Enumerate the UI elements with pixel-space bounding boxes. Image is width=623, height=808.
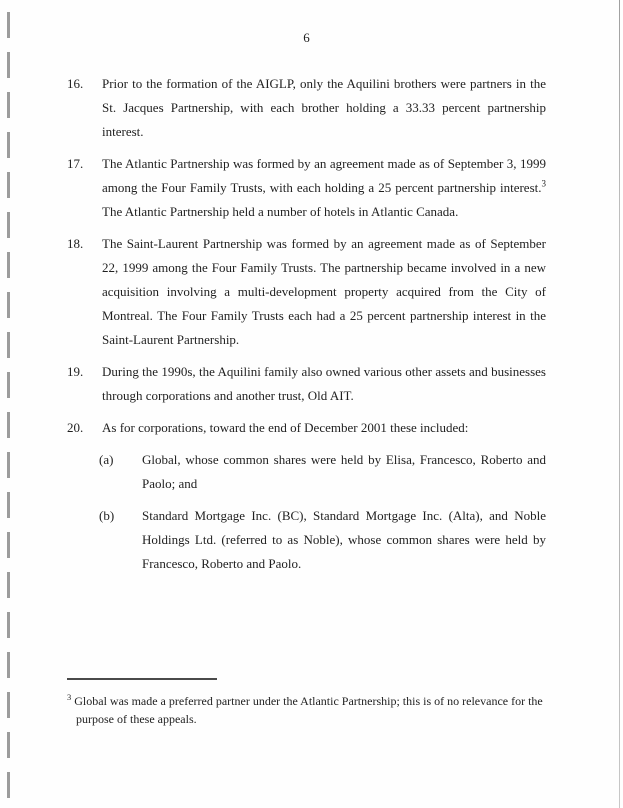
paragraph-17	[67, 152, 546, 224]
paragraph-16	[67, 72, 546, 144]
paragraph-text: The Saint-Laurent Partnership was formed by an agreement made as of September 22, 1999 among the Four Family Trusts. The partnership became involved in a new acquisition involving a multi-development property acquired from the City of Montreal. The Four Family Trusts each had a 25 percent partnership interest in the Saint-Laurent Partnership.	[102, 236, 546, 347]
paragraph-text-before-footnote: The Atlantic Partnership was formed by an agreement made as of September 3, 1999 among the Four Family Trusts, with each holding a 25 percent partnership interest.	[102, 156, 546, 195]
subitem-a	[99, 448, 546, 496]
footnote-separator-rule	[67, 678, 217, 680]
paragraph-text: During the 1990s, the Aquilini family also owned various other assets and businesses through corporations and another trust, Old AIT.	[102, 364, 546, 403]
footnote	[67, 688, 553, 728]
paragraph-text: Prior to the formation of the AIGLP, only the Aquilini brothers were partners in the St. Jacques Partnership, with each brother holding a 33.33 percent partnership interest.	[102, 76, 546, 139]
subitem-label: (b)	[99, 508, 115, 523]
paragraph-number: 18.	[67, 236, 84, 251]
paragraph-text-after-footnote: The Atlantic Partnership held a number of hotels in Atlantic Canada.	[102, 204, 459, 219]
subitem-text: Global, whose common shares were held by Elisa, Francesco, Roberto and Paolo; and	[142, 452, 546, 491]
page-number: 6	[303, 30, 310, 45]
paragraph-20	[67, 416, 546, 440]
subitem-label: (a)	[99, 452, 114, 467]
paragraph-20-subitems	[99, 448, 546, 576]
footnote-reference-marker: 3	[541, 178, 546, 189]
footnote-area	[67, 678, 553, 728]
paragraph-text: As for corporations, toward the end of December 2001 these included:	[102, 420, 469, 435]
binding-scan-marks	[7, 0, 10, 808]
footnote-text: Global was made a preferred partner under the Atlantic Partnership; this is of no relevance for the purpose of these appeals.	[74, 694, 543, 726]
paragraph-18	[67, 232, 546, 352]
paragraph-number: 17.	[67, 156, 84, 171]
paragraph-number: 16.	[67, 76, 84, 91]
paragraph-number: 19.	[67, 364, 84, 379]
page-edge-scan-line	[619, 0, 620, 808]
footnote-number: 3	[67, 692, 72, 702]
paragraph-number: 20.	[67, 420, 84, 435]
paragraph-text	[102, 152, 546, 224]
subitem-text: Standard Mortgage Inc. (BC), Standard Mortgage Inc. (Alta), and Noble Holdings Ltd. (referred to as Noble), whose common shares were held by Francesco, Roberto and Paolo.	[142, 508, 546, 571]
document-body	[67, 72, 546, 584]
subitem-b	[99, 504, 546, 576]
paragraph-19	[67, 360, 546, 408]
